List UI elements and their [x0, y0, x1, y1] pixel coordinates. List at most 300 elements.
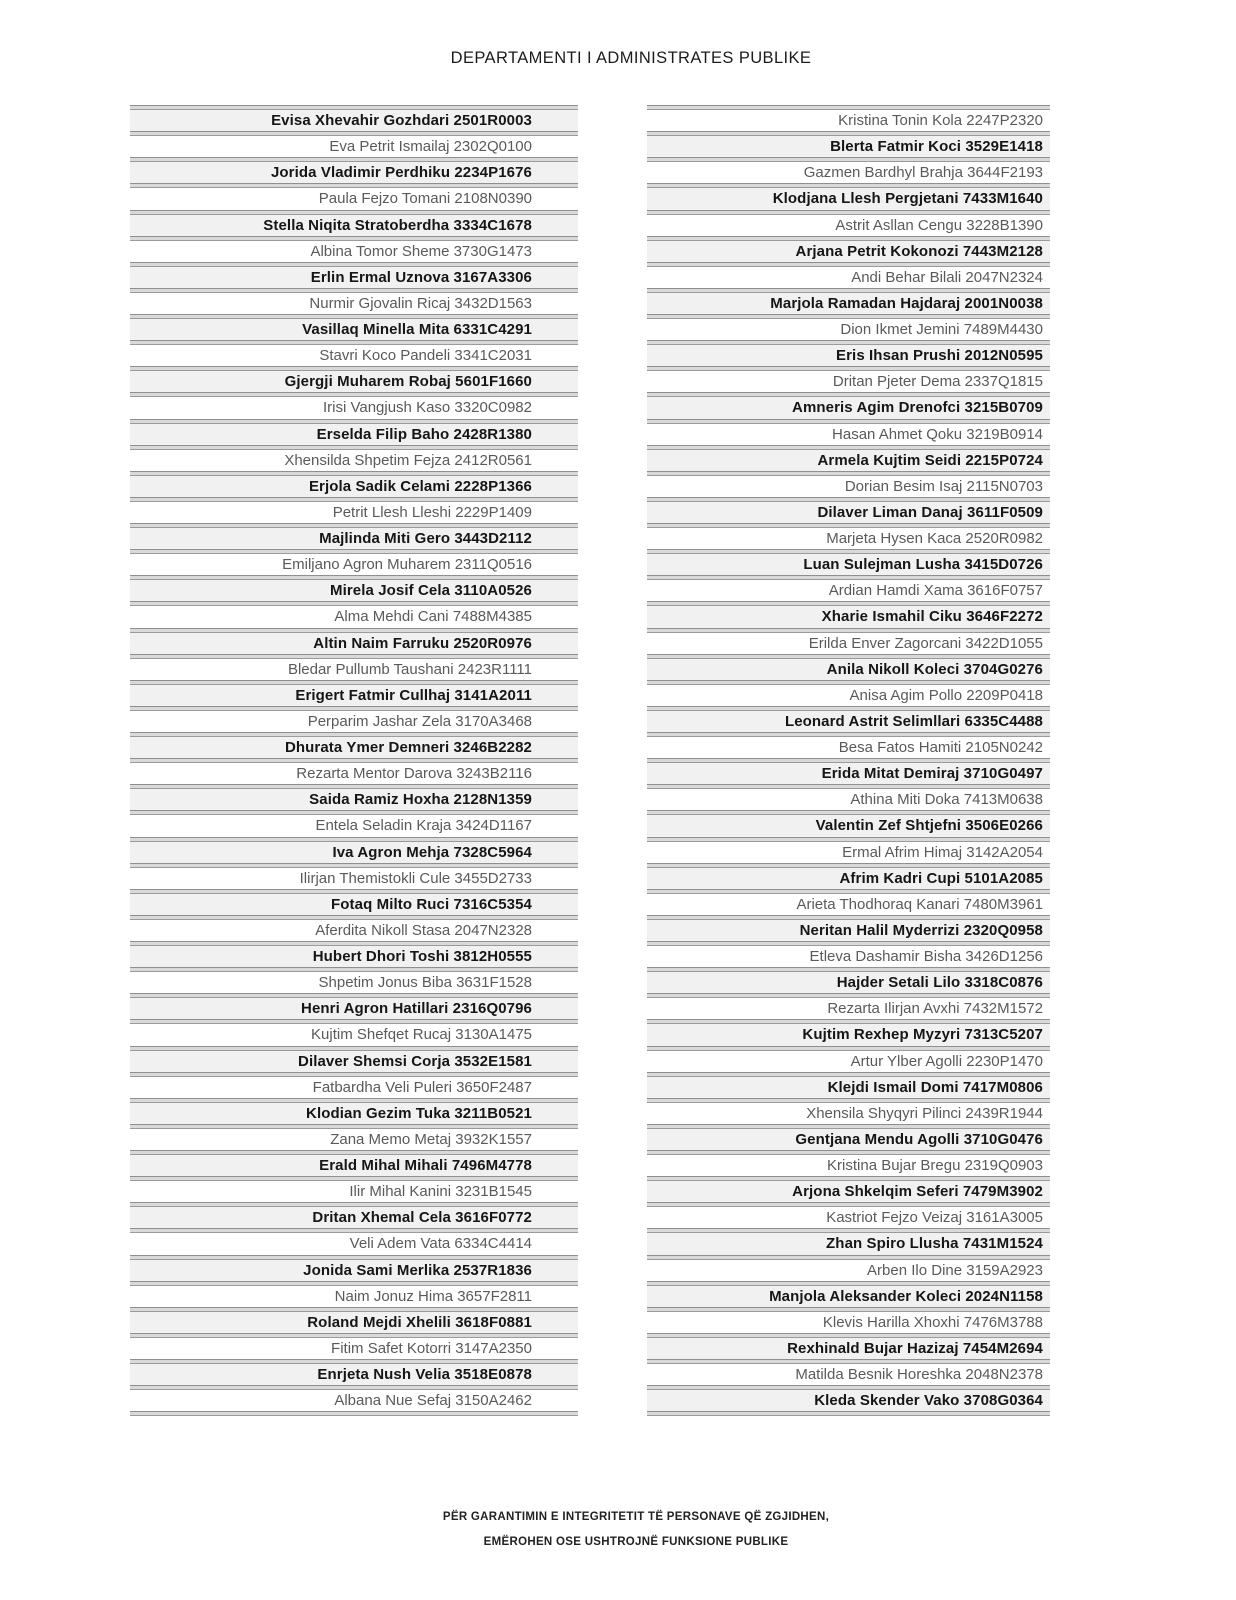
table-row — [130, 1333, 578, 1359]
entry-text: Roland Mejdi Xhelili 3618F0881 — [307, 1313, 532, 1331]
name-list-column-left — [130, 105, 578, 1416]
entry-text: Luan Sulejman Lusha 3415D0726 — [803, 556, 1043, 574]
table-row — [647, 1385, 1050, 1411]
row-content — [130, 972, 578, 993]
row-content — [647, 1233, 1050, 1254]
entry-text: Majlinda Miti Gero 3443D2112 — [319, 530, 532, 548]
entry-text: Dritan Xhemal Cela 3616F0772 — [312, 1209, 532, 1227]
table-row — [647, 366, 1050, 392]
table-row — [130, 941, 578, 967]
table-row — [647, 941, 1050, 967]
entry-text: Entela Seladin Kraja 3424D1167 — [315, 817, 532, 835]
table-row — [647, 314, 1050, 340]
table-row — [647, 497, 1050, 523]
row-content — [130, 1051, 578, 1072]
table-row — [130, 732, 578, 758]
entry-text: Bledar Pullumb Taushani 2423R1111 — [287, 660, 532, 678]
table-row — [130, 1228, 578, 1254]
row-content — [647, 711, 1050, 732]
entry-text: Rezarta Ilirjan Avxhi 7432M1572 — [827, 1000, 1043, 1018]
entry-text: Erlin Ermal Uznova 3167A3306 — [310, 268, 532, 286]
table-row — [130, 706, 578, 732]
table-row — [647, 445, 1050, 471]
entry-text: Ilirjan Themistokli Cule 3455D2733 — [299, 869, 532, 887]
entry-text: Kastriot Fejzo Veizaj 3161A3005 — [826, 1209, 1043, 1227]
table-row — [130, 967, 578, 993]
row-content — [647, 946, 1050, 967]
row-content — [130, 1077, 578, 1098]
row-content — [130, 267, 578, 288]
entry-text: Jorida Vladimir Perdhiku 2234P1676 — [270, 164, 532, 182]
entry-text: Zana Memo Metaj 3932K1557 — [330, 1130, 532, 1148]
row-content — [647, 397, 1050, 418]
table-row — [647, 105, 1050, 131]
row-content — [647, 815, 1050, 836]
table-row — [647, 758, 1050, 784]
entry-text: Gjergji Muharem Robaj 5601F1660 — [284, 373, 532, 391]
entry-text: Arieta Thodhoraq Kanari 7480M3961 — [796, 895, 1043, 913]
row-content — [647, 1338, 1050, 1359]
entry-text: Valentin Zef Shtjefni 3506E0266 — [815, 817, 1043, 835]
row-content — [130, 528, 578, 549]
entry-text: Hubert Dhori Toshi 3812H0555 — [312, 948, 532, 966]
row-content — [130, 789, 578, 810]
row-content — [647, 424, 1050, 445]
entry-text: Jonida Sami Merlika 2537R1836 — [303, 1261, 532, 1279]
entry-text: Vasillaq Minella Mita 6331C4291 — [302, 321, 532, 339]
entry-text: Eva Petrit Ismailaj 2302Q0100 — [329, 138, 532, 156]
entry-text: Shpetim Jonus Biba 3631F1528 — [318, 974, 532, 992]
entry-text: Kujtim Rexhep Myzyri 7313C5207 — [802, 1026, 1043, 1044]
row-content — [130, 241, 578, 262]
row-content — [647, 633, 1050, 654]
table-row — [130, 1150, 578, 1176]
table-row — [647, 863, 1050, 889]
table-row — [647, 1359, 1050, 1385]
entry-text: Dilaver Shemsi Corja 3532E1581 — [298, 1052, 532, 1070]
row-content — [647, 1364, 1050, 1385]
entry-text: Altin Naim Farruku 2520R0976 — [313, 634, 532, 652]
entry-text: Fotaq Milto Ruci 7316C5354 — [331, 895, 532, 913]
entry-text: Eris Ihsan Prushi 2012N0595 — [836, 347, 1043, 365]
table-row — [130, 1202, 578, 1228]
row-content — [647, 267, 1050, 288]
entry-text: Ilir Mihal Kanini 3231B1545 — [349, 1183, 532, 1201]
entry-text: Rexhinald Bujar Hazizaj 7454M2694 — [787, 1339, 1043, 1357]
row-content — [647, 1077, 1050, 1098]
entry-text: Klodjana Llesh Pergjetani 7433M1640 — [772, 190, 1043, 208]
entry-text: Xharie Ismahil Ciku 3646F2272 — [821, 608, 1043, 626]
table-row — [130, 105, 578, 131]
entry-text: Arben Ilo Dine 3159A2923 — [867, 1261, 1043, 1279]
entry-text: Besa Fatos Hamiti 2105N0242 — [838, 739, 1043, 757]
table-row — [647, 993, 1050, 1019]
row-content — [647, 580, 1050, 601]
row-content — [130, 293, 578, 314]
table-row — [130, 889, 578, 915]
entry-text: Erselda Filip Baho 2428R1380 — [316, 425, 532, 443]
row-content — [647, 319, 1050, 340]
table-row — [130, 837, 578, 863]
entry-text: Aferdita Nikoll Stasa 2047N2328 — [315, 921, 532, 939]
table-row — [647, 1072, 1050, 1098]
row-content — [130, 450, 578, 471]
entry-text: Artur Ylber Agolli 2230P1470 — [850, 1052, 1043, 1070]
row-content — [647, 1155, 1050, 1176]
row-content — [647, 1390, 1050, 1411]
table-row — [647, 1333, 1050, 1359]
row-content — [647, 371, 1050, 392]
entry-text: Amneris Agim Drenofci 3215B0709 — [792, 399, 1043, 417]
table-row — [647, 1202, 1050, 1228]
row-content — [647, 215, 1050, 236]
column-end-bar — [647, 1411, 1050, 1416]
entry-text: Mirela Josif Cela 3110A0526 — [330, 582, 532, 600]
table-row — [130, 1124, 578, 1150]
footer-caption — [36, 1505, 1236, 1555]
table-row — [647, 1255, 1050, 1281]
entry-text: Hasan Ahmet Qoku 3219B0914 — [832, 425, 1043, 443]
table-row — [130, 1176, 578, 1202]
entry-text: Henri Agron Hatillari 2316Q0796 — [301, 1000, 532, 1018]
row-content — [647, 1103, 1050, 1124]
table-row — [130, 784, 578, 810]
entry-text: Erilda Enver Zagorcani 3422D1055 — [808, 634, 1043, 652]
table-row — [130, 628, 578, 654]
entry-text: Naim Jonuz Hima 3657F2811 — [334, 1287, 532, 1305]
entry-text: Albana Nue Sefaj 3150A2462 — [334, 1392, 532, 1410]
row-content — [647, 1024, 1050, 1045]
table-row — [647, 183, 1050, 209]
entry-text: Ermal Afrim Himaj 3142A2054 — [842, 843, 1043, 861]
entry-text: Albina Tomor Sheme 3730G1473 — [310, 242, 532, 260]
row-content — [130, 894, 578, 915]
table-row — [647, 236, 1050, 262]
entry-text: Nurmir Gjovalin Ricaj 3432D1563 — [309, 294, 532, 312]
table-row — [130, 1098, 578, 1124]
table-row — [647, 1228, 1050, 1254]
table-row — [647, 732, 1050, 758]
entry-text: Erald Mihal Mihali 7496M4778 — [319, 1157, 532, 1175]
entry-text: Saida Ramiz Hoxha 2128N1359 — [309, 791, 532, 809]
row-content — [647, 502, 1050, 523]
row-content — [130, 659, 578, 680]
entry-text: Neritan Halil Myderrizi 2320Q0958 — [799, 921, 1043, 939]
table-row — [130, 392, 578, 418]
entry-text: Rezarta Mentor Darova 3243B2116 — [296, 765, 532, 783]
entry-text: Athina Miti Doka 7413M0638 — [850, 791, 1043, 809]
row-content — [130, 215, 578, 236]
row-content — [130, 580, 578, 601]
row-content — [130, 345, 578, 366]
table-row — [130, 314, 578, 340]
table-row — [647, 1307, 1050, 1333]
table-row — [647, 967, 1050, 993]
entry-text: Marjeta Hysen Kaca 2520R0982 — [826, 530, 1043, 548]
table-row — [647, 680, 1050, 706]
table-row — [130, 758, 578, 784]
row-content — [647, 162, 1050, 183]
table-row — [130, 1385, 578, 1411]
entry-text: Leonard Astrit Selimllari 6335C4488 — [784, 712, 1043, 730]
entry-text: Anila Nikoll Koleci 3704G0276 — [826, 660, 1043, 678]
row-content — [647, 737, 1050, 758]
entry-text: Etleva Dashamir Bisha 3426D1256 — [809, 948, 1043, 966]
table-row — [130, 1072, 578, 1098]
row-content — [130, 711, 578, 732]
table-row — [130, 575, 578, 601]
table-row — [647, 1176, 1050, 1202]
table-row — [130, 183, 578, 209]
entry-text: Stella Niqita Stratoberdha 3334C1678 — [263, 216, 532, 234]
row-content — [130, 1181, 578, 1202]
row-content — [647, 920, 1050, 941]
row-content — [647, 998, 1050, 1019]
table-row — [647, 1019, 1050, 1045]
entry-text: Astrit Asllan Cengu 3228B1390 — [835, 216, 1043, 234]
entry-text: Zhan Spiro Llusha 7431M1524 — [826, 1235, 1043, 1253]
table-row — [130, 1255, 578, 1281]
entry-text: Xhensilda Shpetim Fejza 2412R0561 — [284, 451, 532, 469]
row-content — [130, 1155, 578, 1176]
footer-line-1: PËR GARANTIMIN E INTEGRITETIT TË PERSONAVE QË ZGJIDHEN, — [442, 1511, 830, 1523]
row-content — [130, 1233, 578, 1254]
row-content — [647, 110, 1050, 131]
row-content — [130, 1207, 578, 1228]
row-content — [647, 554, 1050, 575]
entry-text: Arjana Petrit Kokonozi 7443M2128 — [795, 242, 1043, 260]
name-list-column-right — [647, 105, 1050, 1416]
row-content — [130, 1260, 578, 1281]
table-row — [647, 419, 1050, 445]
row-content — [130, 946, 578, 967]
row-content — [130, 685, 578, 706]
row-content — [647, 476, 1050, 497]
row-content — [130, 606, 578, 627]
entry-text: Paula Fejzo Tomani 2108N0390 — [318, 190, 532, 208]
table-row — [647, 340, 1050, 366]
table-row — [647, 837, 1050, 863]
table-row — [647, 1046, 1050, 1072]
entry-text: Afrim Kadri Cupi 5101A2085 — [839, 869, 1043, 887]
entry-text: Blerta Fatmir Koci 3529E1418 — [830, 138, 1043, 156]
entry-text: Evisa Xhevahir Gozhdari 2501R0003 — [271, 112, 532, 130]
row-content — [130, 1103, 578, 1124]
entry-text: Ardian Hamdi Xama 3616F0757 — [828, 582, 1043, 600]
entry-text: Anisa Agim Pollo 2209P0418 — [849, 686, 1043, 704]
entry-text: Veli Adem Vata 6334C4414 — [349, 1235, 532, 1253]
table-row — [130, 993, 578, 1019]
row-content — [130, 1338, 578, 1359]
row-content — [647, 659, 1050, 680]
row-content — [130, 319, 578, 340]
row-content — [130, 188, 578, 209]
table-row — [647, 131, 1050, 157]
table-row — [130, 497, 578, 523]
entry-text: Hajder Setali Lilo 3318C0876 — [836, 974, 1043, 992]
row-content — [647, 789, 1050, 810]
table-row — [130, 1046, 578, 1072]
table-row — [647, 392, 1050, 418]
row-content — [130, 815, 578, 836]
entry-text: Matilda Besnik Horeshka 2048N2378 — [795, 1366, 1043, 1384]
table-row — [647, 288, 1050, 314]
row-content — [130, 502, 578, 523]
row-content — [647, 868, 1050, 889]
table-row — [130, 340, 578, 366]
row-content — [130, 920, 578, 941]
table-row — [130, 210, 578, 236]
table-row — [130, 863, 578, 889]
row-content — [647, 1260, 1050, 1281]
table-row — [130, 262, 578, 288]
row-content — [130, 476, 578, 497]
row-content — [647, 1051, 1050, 1072]
table-row — [130, 288, 578, 314]
entry-text: Petrit Llesh Lleshi 2229P1409 — [332, 503, 532, 521]
entry-text: Erigert Fatmir Cullhaj 3141A2011 — [295, 686, 532, 704]
row-content — [647, 972, 1050, 993]
table-row — [647, 262, 1050, 288]
row-content — [647, 241, 1050, 262]
table-row — [130, 601, 578, 627]
row-content — [130, 162, 578, 183]
table-row — [647, 549, 1050, 575]
entry-text: Emiljano Agron Muharem 2311Q0516 — [282, 556, 532, 574]
table-row — [130, 549, 578, 575]
table-row — [130, 236, 578, 262]
entry-text: Fitim Safet Kotorri 3147A2350 — [331, 1339, 532, 1357]
row-content — [647, 1129, 1050, 1150]
row-content — [130, 397, 578, 418]
table-row — [647, 810, 1050, 836]
entry-text: Erida Mitat Demiraj 3710G0497 — [821, 765, 1043, 783]
row-content — [647, 1286, 1050, 1307]
row-content — [130, 633, 578, 654]
row-content — [647, 293, 1050, 314]
row-content — [130, 763, 578, 784]
table-row — [130, 419, 578, 445]
entry-text: Klevis Harilla Xhoxhi 7476M3788 — [822, 1313, 1043, 1331]
row-content — [130, 1312, 578, 1333]
row-content — [130, 1286, 578, 1307]
table-row — [130, 1019, 578, 1045]
row-content — [647, 685, 1050, 706]
entry-text: Armela Kujtim Seidi 2215P0724 — [817, 451, 1043, 469]
entry-text: Kristina Tonin Kola 2247P2320 — [838, 112, 1043, 130]
row-content — [647, 345, 1050, 366]
table-row — [647, 471, 1050, 497]
row-content — [130, 1129, 578, 1150]
entry-text: Dion Ikmet Jemini 7489M4430 — [840, 321, 1043, 339]
entry-text: Dorian Besim Isaj 2115N0703 — [844, 477, 1043, 495]
row-content — [130, 998, 578, 1019]
table-row — [130, 654, 578, 680]
entry-text: Fatbardha Veli Puleri 3650F2487 — [312, 1078, 532, 1096]
row-content — [647, 1207, 1050, 1228]
table-row — [647, 1281, 1050, 1307]
table-row — [647, 1098, 1050, 1124]
row-content — [130, 1024, 578, 1045]
table-row — [647, 523, 1050, 549]
row-content — [647, 894, 1050, 915]
entry-text: Iva Agron Mehja 7328C5964 — [332, 843, 532, 861]
row-content — [130, 842, 578, 863]
page-title: DEPARTAMENTI I ADMINISTRATES PUBLIKE — [450, 49, 812, 67]
row-content — [130, 136, 578, 157]
table-row — [647, 915, 1050, 941]
entry-text: Xhensila Shyqyri Pilinci 2439R1944 — [806, 1104, 1043, 1122]
row-content — [647, 136, 1050, 157]
table-row — [130, 471, 578, 497]
table-row — [647, 889, 1050, 915]
entry-text: Kujtim Shefqet Rucaj 3130A1475 — [311, 1026, 532, 1044]
table-row — [130, 157, 578, 183]
entry-text: Enrjeta Nush Velia 3518E0878 — [317, 1366, 532, 1384]
table-row — [647, 157, 1050, 183]
entry-text: Kristina Bujar Bregu 2319Q0903 — [827, 1157, 1043, 1175]
row-content — [130, 554, 578, 575]
entry-text: Irisi Vangjush Kaso 3320C0982 — [322, 399, 532, 417]
entry-text: Marjola Ramadan Hajdaraj 2001N0038 — [770, 294, 1043, 312]
table-row — [647, 210, 1050, 236]
row-content — [130, 1390, 578, 1411]
row-content — [647, 528, 1050, 549]
entry-text: Arjona Shkelqim Seferi 7479M3902 — [792, 1183, 1043, 1201]
row-content — [647, 188, 1050, 209]
row-content — [130, 737, 578, 758]
table-row — [647, 1124, 1050, 1150]
row-content — [130, 868, 578, 889]
table-row — [130, 366, 578, 392]
entry-text: Gazmen Bardhyl Brahja 3644F2193 — [803, 164, 1043, 182]
entry-text: Erjola Sadik Celami 2228P1366 — [308, 477, 532, 495]
table-row — [130, 1307, 578, 1333]
entry-text: Alma Mehdi Cani 7488M4385 — [334, 608, 532, 626]
entry-text: Kleda Skender Vako 3708G0364 — [814, 1392, 1043, 1410]
entry-text: Gentjana Mendu Agolli 3710G0476 — [795, 1130, 1043, 1148]
column-end-bar — [130, 1411, 578, 1416]
table-row — [647, 575, 1050, 601]
table-row — [647, 706, 1050, 732]
table-row — [130, 523, 578, 549]
row-content — [647, 606, 1050, 627]
row-content — [647, 763, 1050, 784]
table-row — [130, 1359, 578, 1385]
row-content — [647, 450, 1050, 471]
row-content — [130, 1364, 578, 1385]
table-row — [130, 131, 578, 157]
entry-text: Perparim Jashar Zela 3170A3468 — [307, 712, 532, 730]
entry-text: Klejdi Ismail Domi 7417M0806 — [827, 1078, 1043, 1096]
table-row — [647, 784, 1050, 810]
table-row — [130, 445, 578, 471]
table-row — [647, 628, 1050, 654]
entry-text: Dilaver Liman Danaj 3611F0509 — [817, 503, 1043, 521]
table-row — [130, 680, 578, 706]
row-content — [130, 424, 578, 445]
entry-text: Dritan Pjeter Dema 2337Q1815 — [832, 373, 1043, 391]
row-content — [647, 842, 1050, 863]
table-row — [130, 810, 578, 836]
row-content — [130, 110, 578, 131]
footer-line-2: EMËROHEN OSE USHTROJNË FUNKSIONE PUBLIKE — [483, 1536, 789, 1548]
entry-text: Manjola Aleksander Koleci 2024N1158 — [769, 1287, 1043, 1305]
table-row — [130, 1281, 578, 1307]
entry-text: Andi Behar Bilali 2047N2324 — [851, 268, 1043, 286]
table-row — [647, 654, 1050, 680]
row-content — [130, 371, 578, 392]
